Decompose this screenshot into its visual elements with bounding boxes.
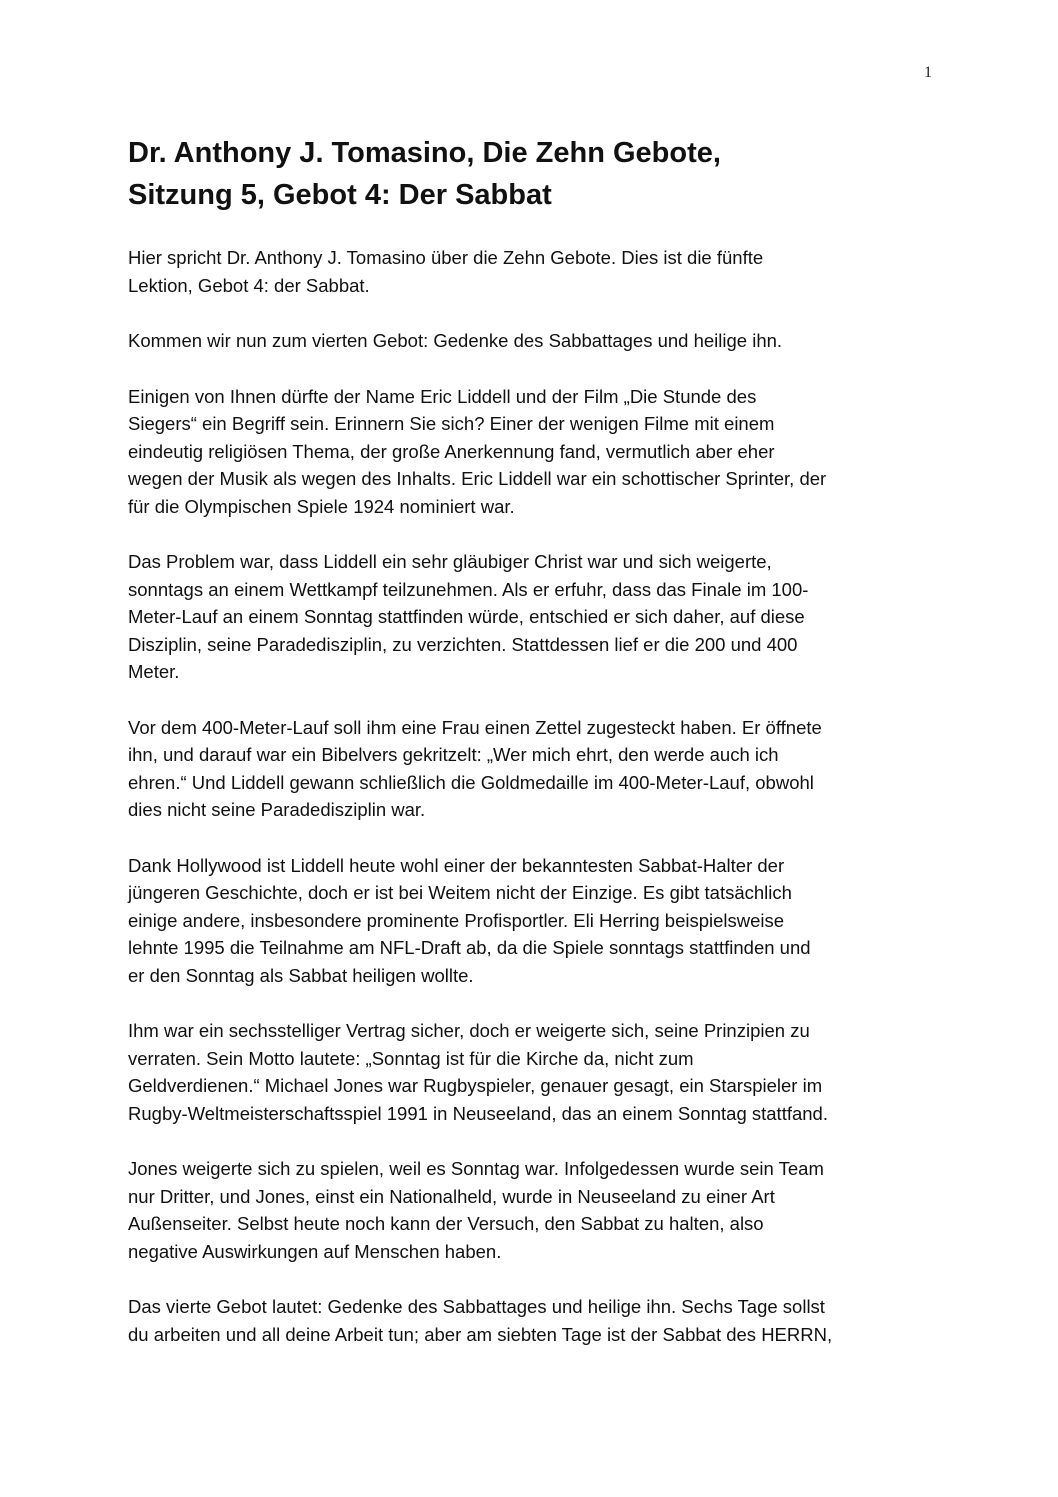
text-line: Außenseiter. Selbst heute noch kann der Versuch, den Sabbat zu halten, also	[128, 1213, 764, 1234]
text-line: du arbeiten und all deine Arbeit tun; aber am siebten Tage ist der Sabbat des HERRN,	[128, 1323, 833, 1345]
paragraph-contract	[128, 1017, 928, 1127]
paragraph-hollywood	[128, 852, 928, 990]
text-line: ehren.“ Und Liddell gewann schließlich die Goldmedaille im 400-Meter-Lauf, obwohl	[128, 771, 814, 793]
text-line: Disziplin, seine Paradedisziplin, zu verzichten. Stattdessen lief er die 200 und 400	[128, 633, 798, 655]
text-line: Lektion, Gebot 4: der Sabbat.	[128, 274, 370, 296]
text-line: Das vierte Gebot lautet: Gedenke des Sabbattages und heilige ihn. Sechs Tage sollst	[128, 1296, 825, 1317]
text-line: Geldverdienen.“ Michael Jones war Rugbyspieler, genauer gesagt, ein Starspieler im	[128, 1075, 823, 1096]
text-line: Siegers“ ein Begriff sein. Erinnern Sie sich? Einer der wenigen Filme mit einem	[128, 413, 775, 434]
text-line: verraten. Sein Motto lautete: „Sonntag ist für die Kirche da, nicht zum	[128, 1047, 694, 1069]
text-line: Vor dem 400-Meter-Lauf soll ihm eine Frau einen Zettel zugesteckt haben. Er öffnete	[128, 716, 822, 738]
text-line: lehnte 1995 die Teilnahme am NFL-Draft ab, da die Spiele sonntags stattfinden und	[128, 937, 811, 958]
text-line: wegen der Musik als wegen des Inhalts. Eric Liddell war ein schottischer Sprinter, der	[128, 468, 827, 489]
paragraph-commandment-text	[128, 1293, 928, 1348]
text-line: Einigen von Ihnen dürfte der Name Eric Liddell und der Film „Die Stunde des	[128, 385, 757, 407]
title-line: Sitzung 5, Gebot 4: Der Sabbat	[128, 179, 552, 211]
paragraph-eric-liddell	[128, 383, 928, 521]
text-line: ihn, und darauf war ein Bibelvers gekritzelt: „Wer mich ehrt, den werde auch ich	[128, 744, 779, 765]
text-line: für die Olympischen Spiele 1924 nominiert war.	[128, 495, 515, 517]
text-line: Hier spricht Dr. Anthony J. Tomasino über die Zehn Gebote. Dies ist die fünfte	[128, 247, 764, 268]
text-line: sonntags an einem Wettkampf teilzunehmen. Als er erfuhr, dass das Finale im 100-	[128, 578, 809, 600]
paragraph-400-meter	[128, 714, 928, 824]
paragraph-jones	[128, 1155, 928, 1265]
document-body	[128, 132, 928, 1376]
title-line: Dr. Anthony J. Tomasino, Die Zehn Gebote,	[128, 137, 721, 169]
paragraph-intro	[128, 244, 928, 299]
text-line: dies nicht seine Paradedisziplin war.	[128, 799, 426, 820]
text-line: Kommen wir nun zum vierten Gebot: Gedenke des Sabbattages und heilige ihn.	[128, 330, 783, 351]
text-line: Jones weigerte sich zu spielen, weil es Sonntag war. Infolgedessen wurde sein Team	[128, 1158, 824, 1179]
text-line: jüngeren Geschichte, doch er ist bei Weitem nicht der Einzige. Es gibt tatsächlich	[128, 882, 792, 903]
text-line: Meter-Lauf an einem Sonntag stattfinden würde, entschied er sich daher, auf diese	[128, 606, 805, 627]
text-line: Rugby-Weltmeisterschaftsspiel 1991 in Neuseeland, das an einem Sonntag stattfand.	[128, 1102, 828, 1124]
paragraph-liddell-problem	[128, 548, 928, 686]
text-line: Das Problem war, dass Liddell ein sehr gläubiger Christ war und sich weigerte,	[128, 551, 772, 572]
text-line: er den Sonntag als Sabbat heiligen wollte.	[128, 964, 474, 986]
document-title	[128, 132, 928, 216]
text-line: Ihm war ein sechsstelliger Vertrag sicher, doch er weigerte sich, seine Prinzipien zu	[128, 1020, 810, 1041]
text-line: negative Auswirkungen auf Menschen haben.	[128, 1240, 502, 1262]
page-number: 1	[924, 64, 932, 81]
text-line: Dank Hollywood ist Liddell heute wohl einer der bekanntesten Sabbat-Halter der	[128, 854, 785, 876]
text-line: einige andere, insbesondere prominente Profisportler. Eli Herring beispielsweise	[128, 909, 785, 931]
text-line: eindeutig religiösen Thema, der große Anerkennung fand, vermutlich aber eher	[128, 440, 775, 462]
paragraph-fourth-commandment	[128, 327, 928, 355]
text-line: nur Dritter, und Jones, einst ein Nationalheld, wurde in Neuseeland zu einer Art	[128, 1185, 775, 1207]
text-line: Meter.	[128, 661, 180, 682]
